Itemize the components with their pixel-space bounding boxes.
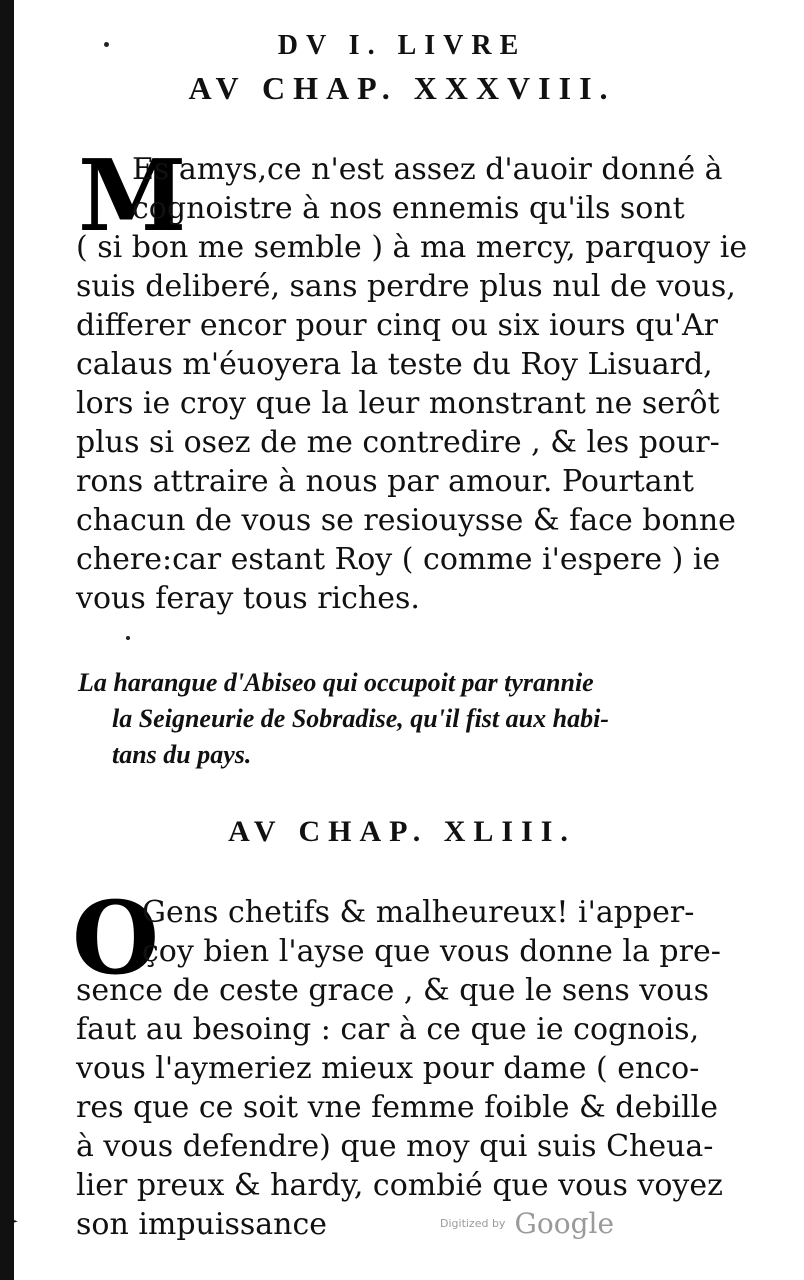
text-line: res que ce soit vne femme foible & debille: [76, 1090, 718, 1125]
text-line: Gens chetifs & malheureux! i'apper-: [142, 895, 695, 930]
text-line: çoy bien l'ayse que vous donne la pre-: [142, 934, 721, 969]
google-watermark: [440, 1207, 614, 1240]
text-line: calaus m'éuoyera la teste du Roy Lisuard,: [76, 347, 713, 382]
chapter-heading-43: AV CHAP. XLIII.: [228, 815, 576, 848]
first-passage: [76, 139, 748, 618]
heading-line: la Seigneurie de Sobradise, qu'il fist aux habi-: [112, 704, 609, 733]
text-line: chacun de vous se resiouysse & face bonne: [76, 503, 736, 538]
text-line: plus si osez de me contredire , & les pour-: [76, 425, 720, 460]
heading-line: tans du pays.: [112, 740, 252, 769]
watermark-small-text: Digitized by: [440, 1217, 506, 1230]
ink-speck: [126, 636, 130, 640]
text-line: faut au besoing : car à ce que ie cognois,: [76, 1012, 700, 1047]
text-line: suis deliberé, sans perdre plus nul de vous,: [76, 269, 736, 304]
text-line: lier preux & hardy, combié que vous voyez: [76, 1168, 723, 1203]
text-line: chere:car estant Roy ( comme i'espere ) ie: [76, 542, 721, 577]
drop-cap-m: M: [78, 139, 187, 254]
text-line: lors ie croy que la leur monstrant ne serôt: [76, 386, 720, 421]
chapter-heading-38: AV CHAP. XXXVIII.: [188, 70, 616, 106]
running-head: DV I. LIVRE: [277, 30, 527, 61]
text-line: vous feray tous riches.: [76, 581, 420, 616]
watermark-logo-text: Google: [514, 1207, 615, 1240]
text-line: son impuissance: [76, 1207, 328, 1242]
heading-line: La harangue d'Abiseo qui occupoit par tyrannie: [78, 668, 594, 697]
text-line: vous l'aymeriez mieux pour dame ( enco-: [76, 1051, 700, 1086]
text-line: ( si bon me semble ) à ma mercy, parquoy ie: [76, 230, 748, 265]
page-marker-icon: ►: [4, 1210, 18, 1231]
harangue-heading: [78, 665, 738, 773]
drop-cap-o: O: [72, 879, 160, 997]
text-line: rons attraire à nous par amour. Pourtant: [76, 464, 694, 499]
page-edge-shadow: [0, 0, 14, 1280]
second-passage: [76, 893, 736, 1244]
text-line: cognoistre à nos ennemis qu'ils sont: [132, 191, 685, 226]
text-line: Es amys,ce n'est assez d'auoir donné à: [132, 152, 723, 187]
text-line: sence de ceste grace , & que le sens vous: [76, 973, 710, 1008]
text-line: à vous defendre) que moy qui suis Cheua-: [76, 1129, 714, 1164]
text-line: differer encor pour cinq ou six iours qu'Ar: [76, 308, 718, 343]
